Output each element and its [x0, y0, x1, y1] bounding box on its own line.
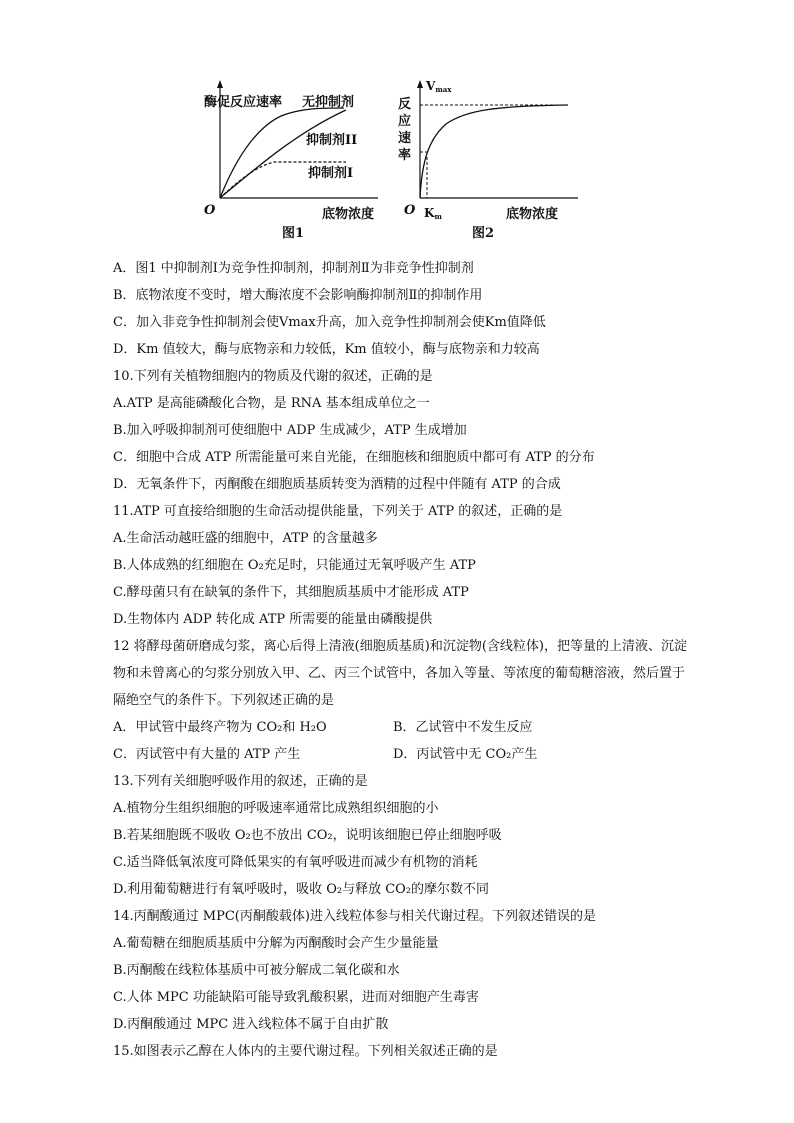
q12-stem: 12 将酵母菌研磨成匀浆，离心后得上清液(细胞质基质)和沉淀物(含线粒体)，把等量的上清液、沉淀物和未曾离心的匀浆分别放入甲、乙、丙三个试管中，各加入等量、等浓度的葡萄糖溶液，然后置于隔绝空气的条件下。下列叙述正确的是	[113, 639, 687, 708]
fig1-y-arrow	[217, 80, 223, 88]
fig2-origin: O	[404, 203, 416, 218]
q14-option-d: D.丙酮酸通过 MPC 进入线粒体不属于自由扩散	[113, 1017, 389, 1032]
q13-option-a: A.植物分生组织细胞的呼吸速率通常比成熟组织细胞的小	[113, 801, 439, 816]
q9-option-d: D．Km 值较大，酶与底物亲和力较低，Km 值较小，酶与底物亲和力较高	[113, 342, 540, 357]
q11-option-c: C.酵母菌只有在缺氧的条件下，其细胞质基质中才能形成 ATP	[113, 585, 469, 600]
fig1-label-no-inhibitor: 无抑制剂	[302, 95, 355, 110]
fig2-caption: 图2	[472, 226, 495, 241]
q11-option-a: A.生命活动越旺盛的细胞中，ATP 的含量越多	[113, 531, 378, 546]
figure-2	[396, 78, 586, 243]
q12-option-c: C．丙试管中有大量的 ATP 产生	[113, 747, 301, 762]
fig2-ylabel-3: 速	[398, 131, 412, 146]
fig2-km-label: Km	[424, 206, 442, 221]
fig1-caption: 图1	[282, 226, 305, 241]
question-text-body	[113, 255, 693, 1065]
fig1-curve-no-inhibitor	[220, 108, 344, 198]
fig2-curve	[420, 105, 568, 198]
q14-option-b: B.丙酮酸在线粒体基质中可被分解成二氧化碳和水	[113, 963, 400, 978]
fig2-y-arrow	[417, 80, 423, 88]
fig1-curve-inhibitor-2	[220, 110, 346, 198]
q14-stem: 14.丙酮酸通过 MPC(丙酮酸载体)进入线粒体参与相关代谢过程。下列叙述错误的是	[113, 909, 596, 924]
q13-option-b: B.若某细胞既不吸收 O₂也不放出 CO₂，说明该细胞已停止细胞呼吸	[113, 828, 502, 843]
q11-option-d: D.生物体内 ADP 转化成 ATP 所需要的能量由磷酸提供	[113, 612, 433, 627]
fig2-ylabel-1: 反	[398, 97, 412, 112]
fig1-xlabel: 底物浓度	[322, 207, 375, 222]
q12-option-a: A．甲试管中最终产物为 CO₂和 H₂O	[113, 720, 327, 735]
q13-stem: 13.下列有关细胞呼吸作用的叙述，正确的是	[113, 774, 368, 789]
q10-option-b: B.加入呼吸抑制剂可使细胞中 ADP 生成减少，ATP 生成增加	[113, 423, 467, 438]
q9-option-b: B．底物浓度不变时，增大酶浓度不会影响酶抑制剂Ⅱ的抑制作用	[113, 288, 483, 303]
q10-stem: 10.下列有关植物细胞内的物质及代谢的叙述，正确的是	[113, 369, 433, 384]
q9-option-a: A．图1 中抑制剂Ⅰ为竞争性抑制剂，抑制剂Ⅱ为非竞争性抑制剂	[113, 261, 474, 276]
q14-option-a: A.葡萄糖在细胞质基质中分解为丙酮酸时会产生少量能量	[113, 936, 439, 951]
q10-option-a: A.ATP 是高能磷酸化合物，是 RNA 基本组成单位之一	[113, 396, 430, 411]
q9-option-c: C．加入非竞争性抑制剂会使Vmax升高，加入竞争性抑制剂会使Km值降低	[113, 315, 546, 330]
q15-stem: 15.如图表示乙醇在人体内的主要代谢过程。下列相关叙述正确的是	[113, 1044, 498, 1059]
q10-option-d: D．无氧条件下，丙酮酸在细胞质基质转变为酒精的过程中伴随有 ATP 的合成	[113, 477, 561, 492]
fig2-ylabel-2: 应	[398, 114, 412, 129]
q12-option-b: B．乙试管中不发生反应	[393, 720, 533, 735]
q11-stem: 11.ATP 可直接给细胞的生命活动提供能量，下列关于 ATP 的叙述，正确的是	[113, 504, 563, 519]
q10-option-c: C．细胞中合成 ATP 所需能量可来自光能，在细胞核和细胞质中都可有 ATP 的分布	[113, 450, 595, 465]
fig2-vmax-label: Vmax	[426, 79, 452, 94]
q13-option-d: D.利用葡萄糖进行有氧呼吸时，吸收 O₂与释放 CO₂的摩尔数不同	[113, 882, 490, 897]
fig1-origin: O	[204, 203, 216, 218]
figure-1-graph	[196, 78, 386, 243]
q14-option-c: C.人体 MPC 功能缺陷可能导致乳酸积累，进而对细胞产生毒害	[113, 990, 479, 1005]
q12-row-cd	[113, 741, 693, 768]
fig1-ylabel: 酶促反应速率	[204, 95, 283, 110]
fig1-label-inhibitor-2: 抑制剂II	[306, 133, 358, 148]
fig2-xlabel: 底物浓度	[506, 207, 559, 222]
q11-option-b: B.人体成熟的红细胞在 O₂充足时，只能通过无氧呼吸产生 ATP	[113, 558, 476, 573]
figure-1	[196, 78, 386, 243]
q12-row-ab	[113, 714, 693, 741]
figure-2-graph	[396, 78, 586, 243]
fig2-ylabel-4: 率	[398, 148, 412, 163]
fig1-label-inhibitor-1: 抑制剂I	[308, 166, 354, 181]
q13-option-c: C.适当降低氧浓度可降低果实的有氧呼吸进而减少有机物的消耗	[113, 855, 478, 870]
q12-option-d: D．丙试管中无 CO₂产生	[393, 747, 538, 762]
